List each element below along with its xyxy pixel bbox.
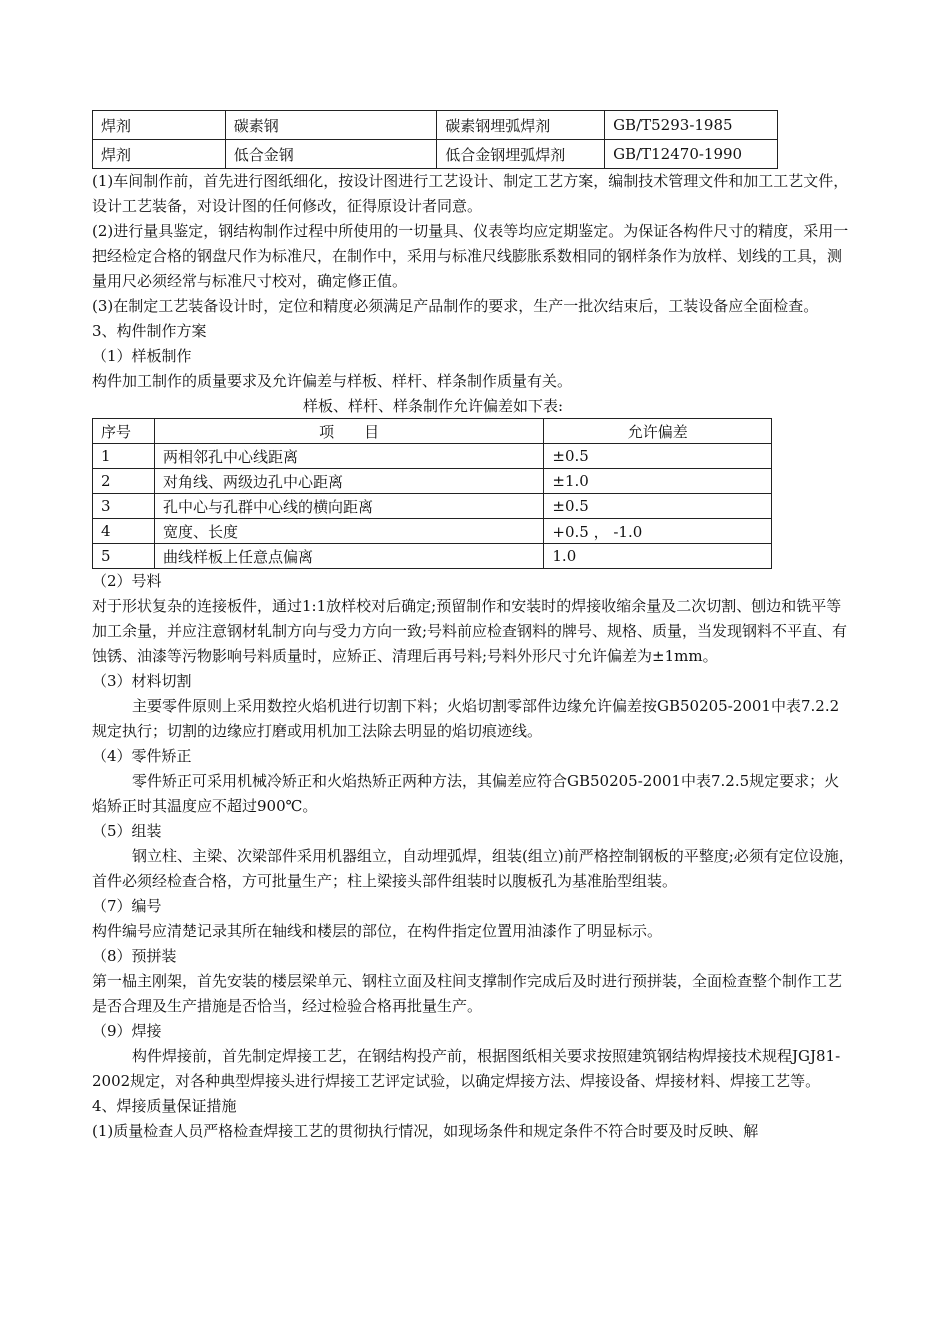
paragraph: (1)车间制作前，首先进行图纸细化，按设计图进行工艺设计、制定工艺方案，编制技术管理文件和加工工艺文件，设计工艺装备，对设计图的任何修改，征得原设计者同意。 (92, 172, 849, 215)
table-cell: 1 (93, 444, 155, 469)
table-cell: 低合金钢埋弧焊剂 (437, 140, 605, 169)
subheading: （7）编号 (92, 897, 162, 915)
table-cell: 碳素钢 (225, 111, 437, 140)
paragraph: 构件编号应清楚记录其所在轴线和楼层的部位，在构件指定位置用油漆作了明显标示。 (92, 922, 663, 940)
tolerance-table (92, 418, 772, 569)
column-header: 允许偏差 (544, 419, 772, 444)
subheading: （3）材料切割 (92, 672, 192, 690)
table-cell: ±1.0 (544, 469, 772, 494)
table-cell: 孔中心与孔群中心线的横向距离 (154, 494, 543, 519)
table-cell: ±0.5 (544, 494, 772, 519)
paragraph: 第一榀主刚架，首先安装的楼层梁单元、钢柱立面及柱间支撑制作完成后及时进行预拼装，全面检查整个制作工艺是否合理及生产措施是否恰当，经过检验合格再批量生产。 (92, 972, 843, 1015)
table-cell: 焊剂 (93, 111, 226, 140)
table-row (93, 111, 778, 140)
paragraph: (1)质量检查人员严格检查焊接工艺的贯彻执行情况，如现场条件和规定条件不符合时要及时反映、解 (92, 1122, 759, 1140)
document-page (92, 110, 854, 1144)
table-caption: 样板、样杆、样条制作允许偏差如下表: (302, 397, 564, 415)
column-header: 项 目 (154, 419, 543, 444)
table-cell: GB/T5293-1985 (605, 111, 778, 140)
table-cell: 低合金钢 (225, 140, 437, 169)
paragraph: 对于形状复杂的连接板件，通过1:1放样校对后确定;预留制作和安装时的焊接收缩余量及二次切割、刨边和铣平等加工余量，并应注意钢材轧制方向与受力方向一致;号料前应检查钢料的牌号、规格、质量，当发现钢料不平直、有蚀锈、油漆等污物影响号料质量时，应矫正、清理后再号料;号料外形尺寸允许偏差为±1mm。 (92, 597, 848, 665)
subheading: （9）焊接 (92, 1022, 162, 1040)
table-cell: 曲线样板上任意点偏离 (154, 544, 543, 569)
subheading: （8）预拼装 (92, 947, 177, 965)
section-heading: 3、构件制作方案 (92, 322, 207, 340)
paragraph: 零件矫正可采用机械冷矫正和火焰热矫正两种方法，其偏差应符合GB50205-2001中表7.2.5规定要求；火焰矫正时其温度应不超过900℃。 (92, 772, 840, 815)
subheading: （2）号料 (92, 572, 162, 590)
material-table (92, 110, 778, 169)
table-header-row (93, 419, 772, 444)
table-row (93, 140, 778, 169)
table-cell: 宽度、长度 (154, 519, 543, 544)
table-row (93, 444, 772, 469)
table-cell: ±0.5 (544, 444, 772, 469)
table-cell: 两相邻孔中心线距离 (154, 444, 543, 469)
paragraph: 钢立柱、主梁、次梁部件采用机器组立，自动埋弧焊，组装(组立)前严格控制钢板的平整度;必须有定位设施，首件必须经检查合格，方可批量生产；柱上梁接头部件组装时以腹板孔为基准胎型组装。 (92, 847, 854, 890)
table-row (93, 544, 772, 569)
table-row (93, 469, 772, 494)
table-cell: 对角线、两级边孔中心距离 (154, 469, 543, 494)
subheading: （5）组装 (92, 822, 162, 840)
table-cell: 3 (93, 494, 155, 519)
table-row (93, 494, 772, 519)
paragraph: 构件加工制作的质量要求及允许偏差与样板、样杆、样条制作质量有关。 (92, 372, 573, 390)
table-cell: 2 (93, 469, 155, 494)
table-cell: 5 (93, 544, 155, 569)
table-cell: 1.0 (544, 544, 772, 569)
column-header: 序号 (93, 419, 155, 444)
table-cell: +0.5 ， -1.0 (544, 519, 772, 544)
table-cell: 4 (93, 519, 155, 544)
table-row (93, 519, 772, 544)
table-cell: GB/T12470-1990 (605, 140, 778, 169)
table-cell: 焊剂 (93, 140, 226, 169)
subheading: （1）样板制作 (92, 347, 192, 365)
section-heading: 4、焊接质量保证措施 (92, 1097, 237, 1115)
paragraph: (2)进行量具鉴定，钢结构制作过程中所使用的一切量具、仪表等均应定期鉴定。为保证各构件尺寸的精度，采用一把经检定合格的钢盘尺作为标准尺，在制作中，采用与标准尺线膨胀系数相同的钢样条作为放样、划线的工具，测量用尺必须经常与标准尺寸校对，确定修正值。 (92, 222, 849, 290)
paragraph: (3)在制定工艺装备设计时，定位和精度必须满足产品制作的要求，生产一批次结束后，工装设备应全面检查。 (92, 297, 819, 315)
table-cell: 碳素钢埋弧焊剂 (437, 111, 605, 140)
paragraph: 构件焊接前，首先制定焊接工艺，在钢结构投产前，根据图纸相关要求按照建筑钢结构焊接技术规程JGJ81-2002规定，对各种典型焊接头进行焊接工艺评定试验，以确定焊接方法、焊接设备、焊接材料、焊接工艺等。 (92, 1047, 841, 1090)
paragraph: 主要零件原则上采用数控火焰机进行切割下料；火焰切割零部件边缘允许偏差按GB50205-2001中表7.2.2规定执行；切割的边缘应打磨或用机加工法除去明显的焰切痕迹线。 (92, 697, 840, 740)
subheading: （4）零件矫正 (92, 747, 192, 765)
